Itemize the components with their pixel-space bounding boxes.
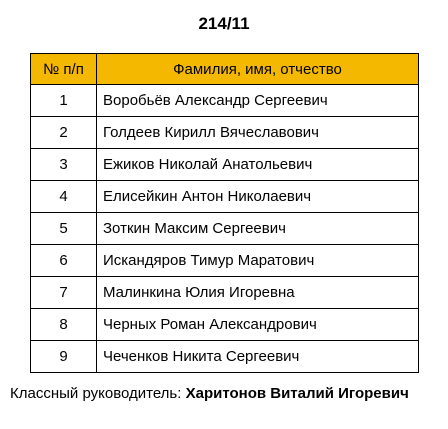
column-header-name: Фамилия, имя, отчество [97, 54, 419, 85]
table-row [31, 277, 419, 309]
column-header-number: № п/п [31, 54, 97, 85]
table-row [31, 149, 419, 181]
class-teacher-label: Классный руководитель: [10, 385, 186, 402]
class-teacher-line [10, 384, 409, 404]
row-number: 6 [31, 245, 97, 277]
table-row [31, 309, 419, 341]
student-name: Малинкина Юлия Игоревна [97, 277, 419, 309]
student-name: Искандяров Тимур Маратович [97, 245, 419, 277]
page-title: 214/11 [198, 14, 250, 33]
student-name: Зоткин Максим Сергеевич [97, 213, 419, 245]
class-teacher-name: Харитонов Виталий Игоревич [185, 385, 409, 402]
table-row [31, 213, 419, 245]
row-number: 8 [31, 309, 97, 341]
student-name: Ежиков Николай Анатольевич [97, 149, 419, 181]
student-name: Голдеев Кирилл Вячеславович [97, 117, 419, 149]
table-row [31, 341, 419, 373]
student-table [30, 53, 419, 373]
row-number: 3 [31, 149, 97, 181]
student-name: Чеченков Никита Сергеевич [97, 341, 419, 373]
table-row [31, 85, 419, 117]
student-name: Елисейкин Антон Николаевич [97, 181, 419, 213]
row-number: 9 [31, 341, 97, 373]
row-number: 7 [31, 277, 97, 309]
table-header-row [31, 54, 419, 85]
row-number: 1 [31, 85, 97, 117]
row-number: 4 [31, 181, 97, 213]
student-name: Черных Роман Александрович [97, 309, 419, 341]
student-name: Воробьёв Александр Сергеевич [97, 85, 419, 117]
row-number: 5 [31, 213, 97, 245]
row-number: 2 [31, 117, 97, 149]
table-row [31, 181, 419, 213]
table-row [31, 117, 419, 149]
table-row [31, 245, 419, 277]
